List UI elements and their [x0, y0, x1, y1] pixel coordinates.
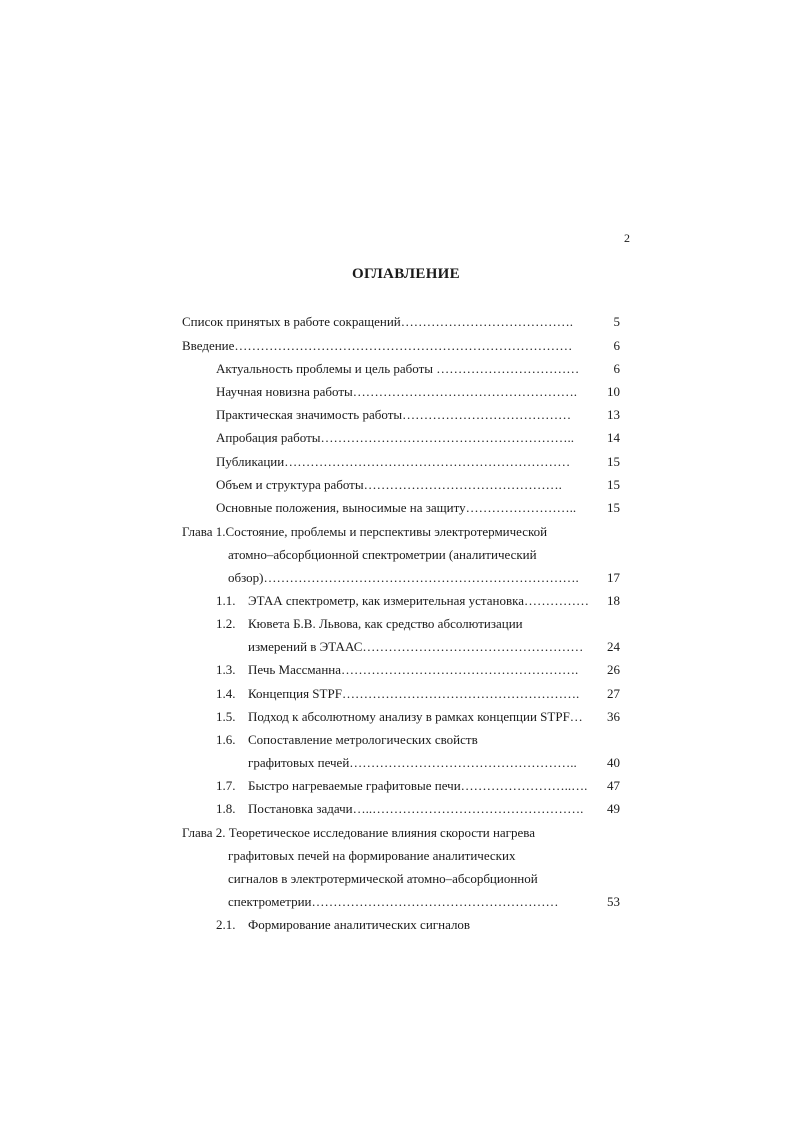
toc-chapter-title: Глава 2. Теоретическое исследование влияния скорости нагрева: [182, 825, 536, 840]
toc-section-number: 2.1.: [216, 917, 236, 932]
toc-entry-text: Быстро нагреваемые графитовые печи……………………..….: [248, 778, 588, 793]
toc-entry-page: 13: [607, 407, 620, 422]
toc-entry-text: Основные положения, выносимые на защиту……………………..: [216, 500, 577, 515]
toc-entry-text: Формирование аналитических сигналов: [248, 917, 471, 932]
toc-entry-text: Концепция STPF……………………………………………….: [248, 686, 580, 701]
toc-entry-page: 5: [613, 314, 620, 329]
page-title: ОГЛАВЛЕНИЕ: [352, 266, 460, 282]
toc-section-number: 1.1.: [216, 593, 236, 608]
toc-entry-text: Введение……………………………………………………………………: [182, 338, 573, 353]
toc-entry-page: 26: [607, 662, 620, 677]
toc-entry-text: Публикации…………………………………………………………: [216, 454, 571, 469]
toc-entry-text: Сопоставление метрологических свойств: [248, 732, 478, 747]
toc-chapter-title: атомно–абсорбционной спектрометрии (аналитический: [228, 547, 537, 562]
toc-section-number: 1.4.: [216, 686, 236, 701]
toc-section-number: 1.6.: [216, 732, 236, 747]
toc-entry-text: Список принятых в работе сокращений………………………………….: [182, 314, 573, 329]
toc-entry-text: Печь Массманна……………………………………………….: [248, 662, 579, 677]
toc-entry-text: Постановка задачи…..………………………………………….: [248, 801, 584, 816]
toc-entry-page: 18: [607, 593, 620, 608]
toc-entry-text: измерений в ЭТААС……………………………………………: [248, 639, 584, 654]
toc-entry-page: 10: [607, 384, 620, 399]
toc-chapter-title: сигналов в электротермической атомно–абсорбционной: [228, 871, 538, 886]
toc-entry-page: 47: [607, 778, 620, 793]
toc-entry-text: Практическая значимость работы…………………………………: [216, 407, 572, 422]
toc-entry-page: 6: [613, 338, 620, 353]
toc-section-number: 1.3.: [216, 662, 236, 677]
toc-section-number: 1.5.: [216, 709, 236, 724]
toc-entry-text: спектрометрии…………………………………………………: [228, 894, 559, 909]
toc-entry-text: Научная новизна работы…………………………………………….: [216, 384, 578, 399]
toc-entry-page: 17: [607, 570, 620, 585]
toc-entry-page: 24: [607, 639, 620, 654]
toc-entry-page: 36: [607, 709, 620, 724]
toc-entry-text: Объем и структура работы……………………………………….: [216, 477, 562, 492]
toc-entry-text: ЭТАА спектрометр, как измерительная установка……………: [248, 593, 589, 608]
toc-entry-text: Подход к абсолютному анализу в рамках концепции STPF…: [248, 709, 583, 724]
toc-section-number: 1.2.: [216, 616, 236, 631]
toc-entry-page: 49: [607, 801, 620, 816]
toc-entry-page: 53: [607, 894, 620, 909]
toc-entry-text: Апробация работы…………………………………………………..: [216, 430, 575, 445]
page-number: 2: [624, 231, 630, 245]
toc-section-number: 1.8.: [216, 801, 236, 816]
toc-entry-page: 14: [607, 430, 620, 445]
toc-entry-text: графитовых печей……………………………………………..: [248, 755, 577, 770]
toc-entry-text: Кювета Б.В. Львова, как средство абсолютизации: [248, 616, 523, 631]
toc-section-number: 1.7.: [216, 778, 236, 793]
toc-entry-page: 40: [607, 755, 620, 770]
toc-entry-page: 15: [607, 454, 620, 469]
toc-chapter-title: графитовых печей на формирование аналитических: [228, 848, 516, 863]
toc-entry-text: Актуальность проблемы и цель работы ……………………………: [216, 361, 580, 376]
toc-entry-page: 6: [613, 361, 620, 376]
toc-entry-page: 15: [607, 477, 620, 492]
toc-entry-page: 15: [607, 500, 620, 515]
toc-chapter-title: Глава 1.Состояние, проблемы и перспективы электротермической: [182, 524, 548, 539]
toc-entry-page: 27: [607, 686, 620, 701]
toc-entry-text: обзор)……………………………………………………………….: [228, 570, 579, 585]
